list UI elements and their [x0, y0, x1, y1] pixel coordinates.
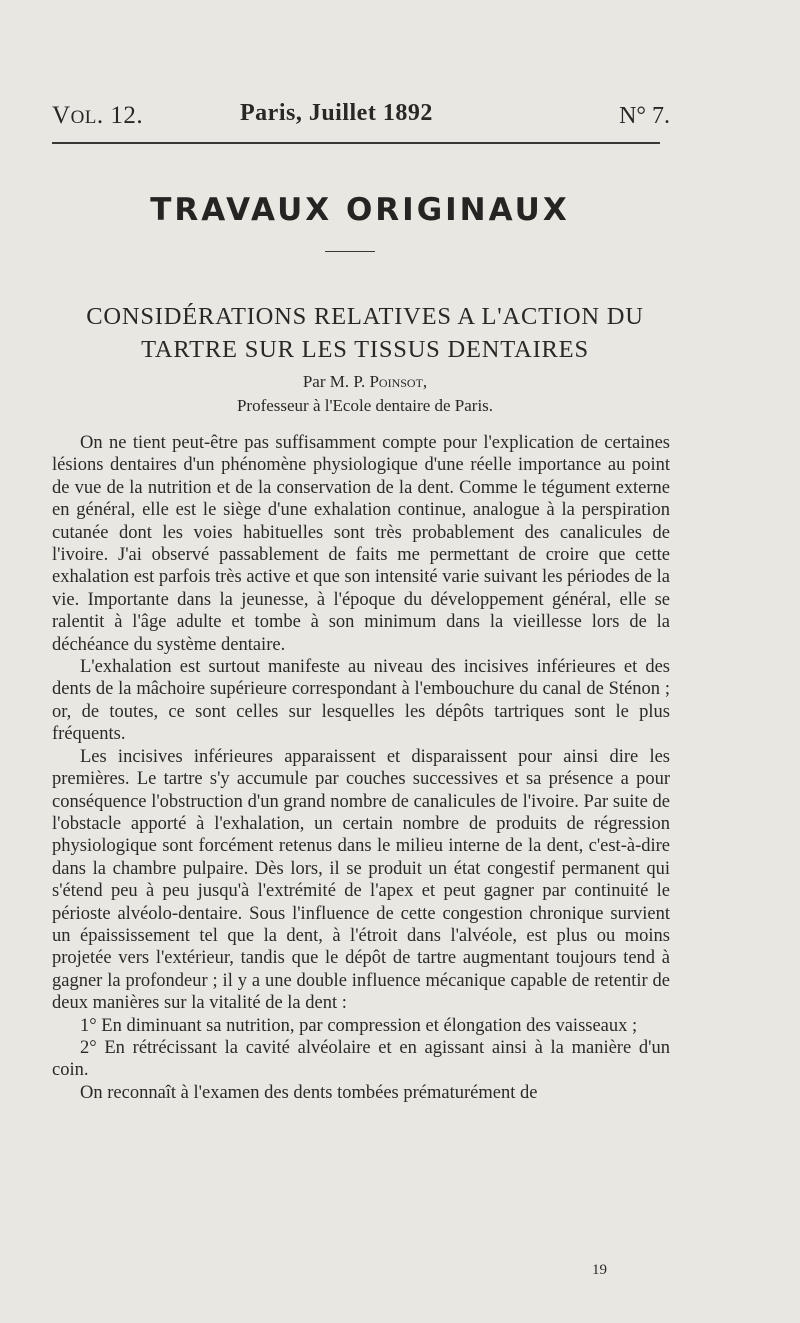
paragraph: On reconnaît à l'examen des dents tombées prématurément de [80, 1082, 538, 1103]
author-affiliation: Professeur à l'Ecole dentaire de Paris. [236, 396, 494, 415]
paragraph: On ne tient peut-être pas suffisamment compte pour l'explication de certaines lésions dentaires d'un phénomène physiologique d'une réelle importance au point de vue de la nutrition et de la conservation de la dent. Comme le tégument externe en général, elle est le siège d'une exhalation continue, analogue à la perspiration cutanée dont les voies habituelles sont très probablement des canalicules de l'ivoire. J'ai observé passablement de faits me permettant de croire que cette exhalation est parfois très active et que son intensité varie suivant les périodes de la vie. Importante dans la jeunesse, à l'époque du développement général, elle se ralentit à l'âge adulte et tombe à son minimum dans la vieillesse lors de la déchéance du système dentaire. [52, 433, 670, 655]
volume-label: VOL. 12. [52, 102, 144, 129]
section-divider [325, 251, 375, 252]
article-title [60, 300, 670, 366]
article-title-line-1: CONSIDÉRATIONS RELATIVES A L'ACTION DU [86, 303, 644, 330]
author-name: Poinsot, [369, 372, 428, 391]
author-prefix: Par M. P. [302, 372, 370, 391]
running-header [52, 98, 670, 138]
section-title: TRAVAUX ORIGINAUX [150, 192, 570, 228]
article-body [52, 432, 670, 1104]
author-byline [60, 372, 670, 392]
paragraph: 2° En rétrécissant la cavité alvéolaire et en agissant ainsi à la manière d'un coin. [52, 1037, 670, 1081]
paragraph: 1° En diminuant sa nutrition, par compression et élongation des vaisseaux ; [80, 1015, 638, 1036]
article-title-line-2: TARTRE SUR LES TISSUS DENTAIRES [141, 336, 589, 363]
paragraph: Les incisives inférieures apparaissent et disparaissent pour ainsi dire les premières. Le tartre s'y accumule par couches successives et sa présence a pour conséquence l'obstruction d'un grand nombre de canalicules de l'ivoire. Par suite de l'obstacle apporté à l'exhalation, un certain nombre de produits de régression physiologique sont forcément retenus dans le milieu interne de la dent, c'est-à-dire dans la chambre pulpaire. Dès lors, il se produit un état congestif permanent qui s'étend peu à peu jusqu'à l'extrémité de l'apex et peut gagner par continuité le périoste alvéolo-dentaire. Sous l'influence de cette congestion chronique survient un épaississement tel que la dent, à l'étroit dans l'alvéole, est plus ou moins projetée vers l'extérieur, tandis que le dépôt de tartre augmentant toujours tend à gagner la profondeur ; il y a une double influence mécanique capable de retentir de deux manières sur la vitalité de la dent : [52, 746, 670, 1014]
header-rule [52, 142, 660, 144]
issue-number: N° 7. [619, 103, 670, 129]
paragraph: L'exhalation est surtout manifeste au niveau des incisives inférieures et des dents de la mâchoire supérieure correspondant à l'embouchure du canal de Sténon ; or, de toutes, ce sont celles sur lesquelles les dépôts tartriques sont le plus fréquents. [52, 657, 670, 745]
issue-date: Paris, Juillet 1892 [240, 100, 433, 126]
page-number: 19 [592, 1262, 607, 1278]
